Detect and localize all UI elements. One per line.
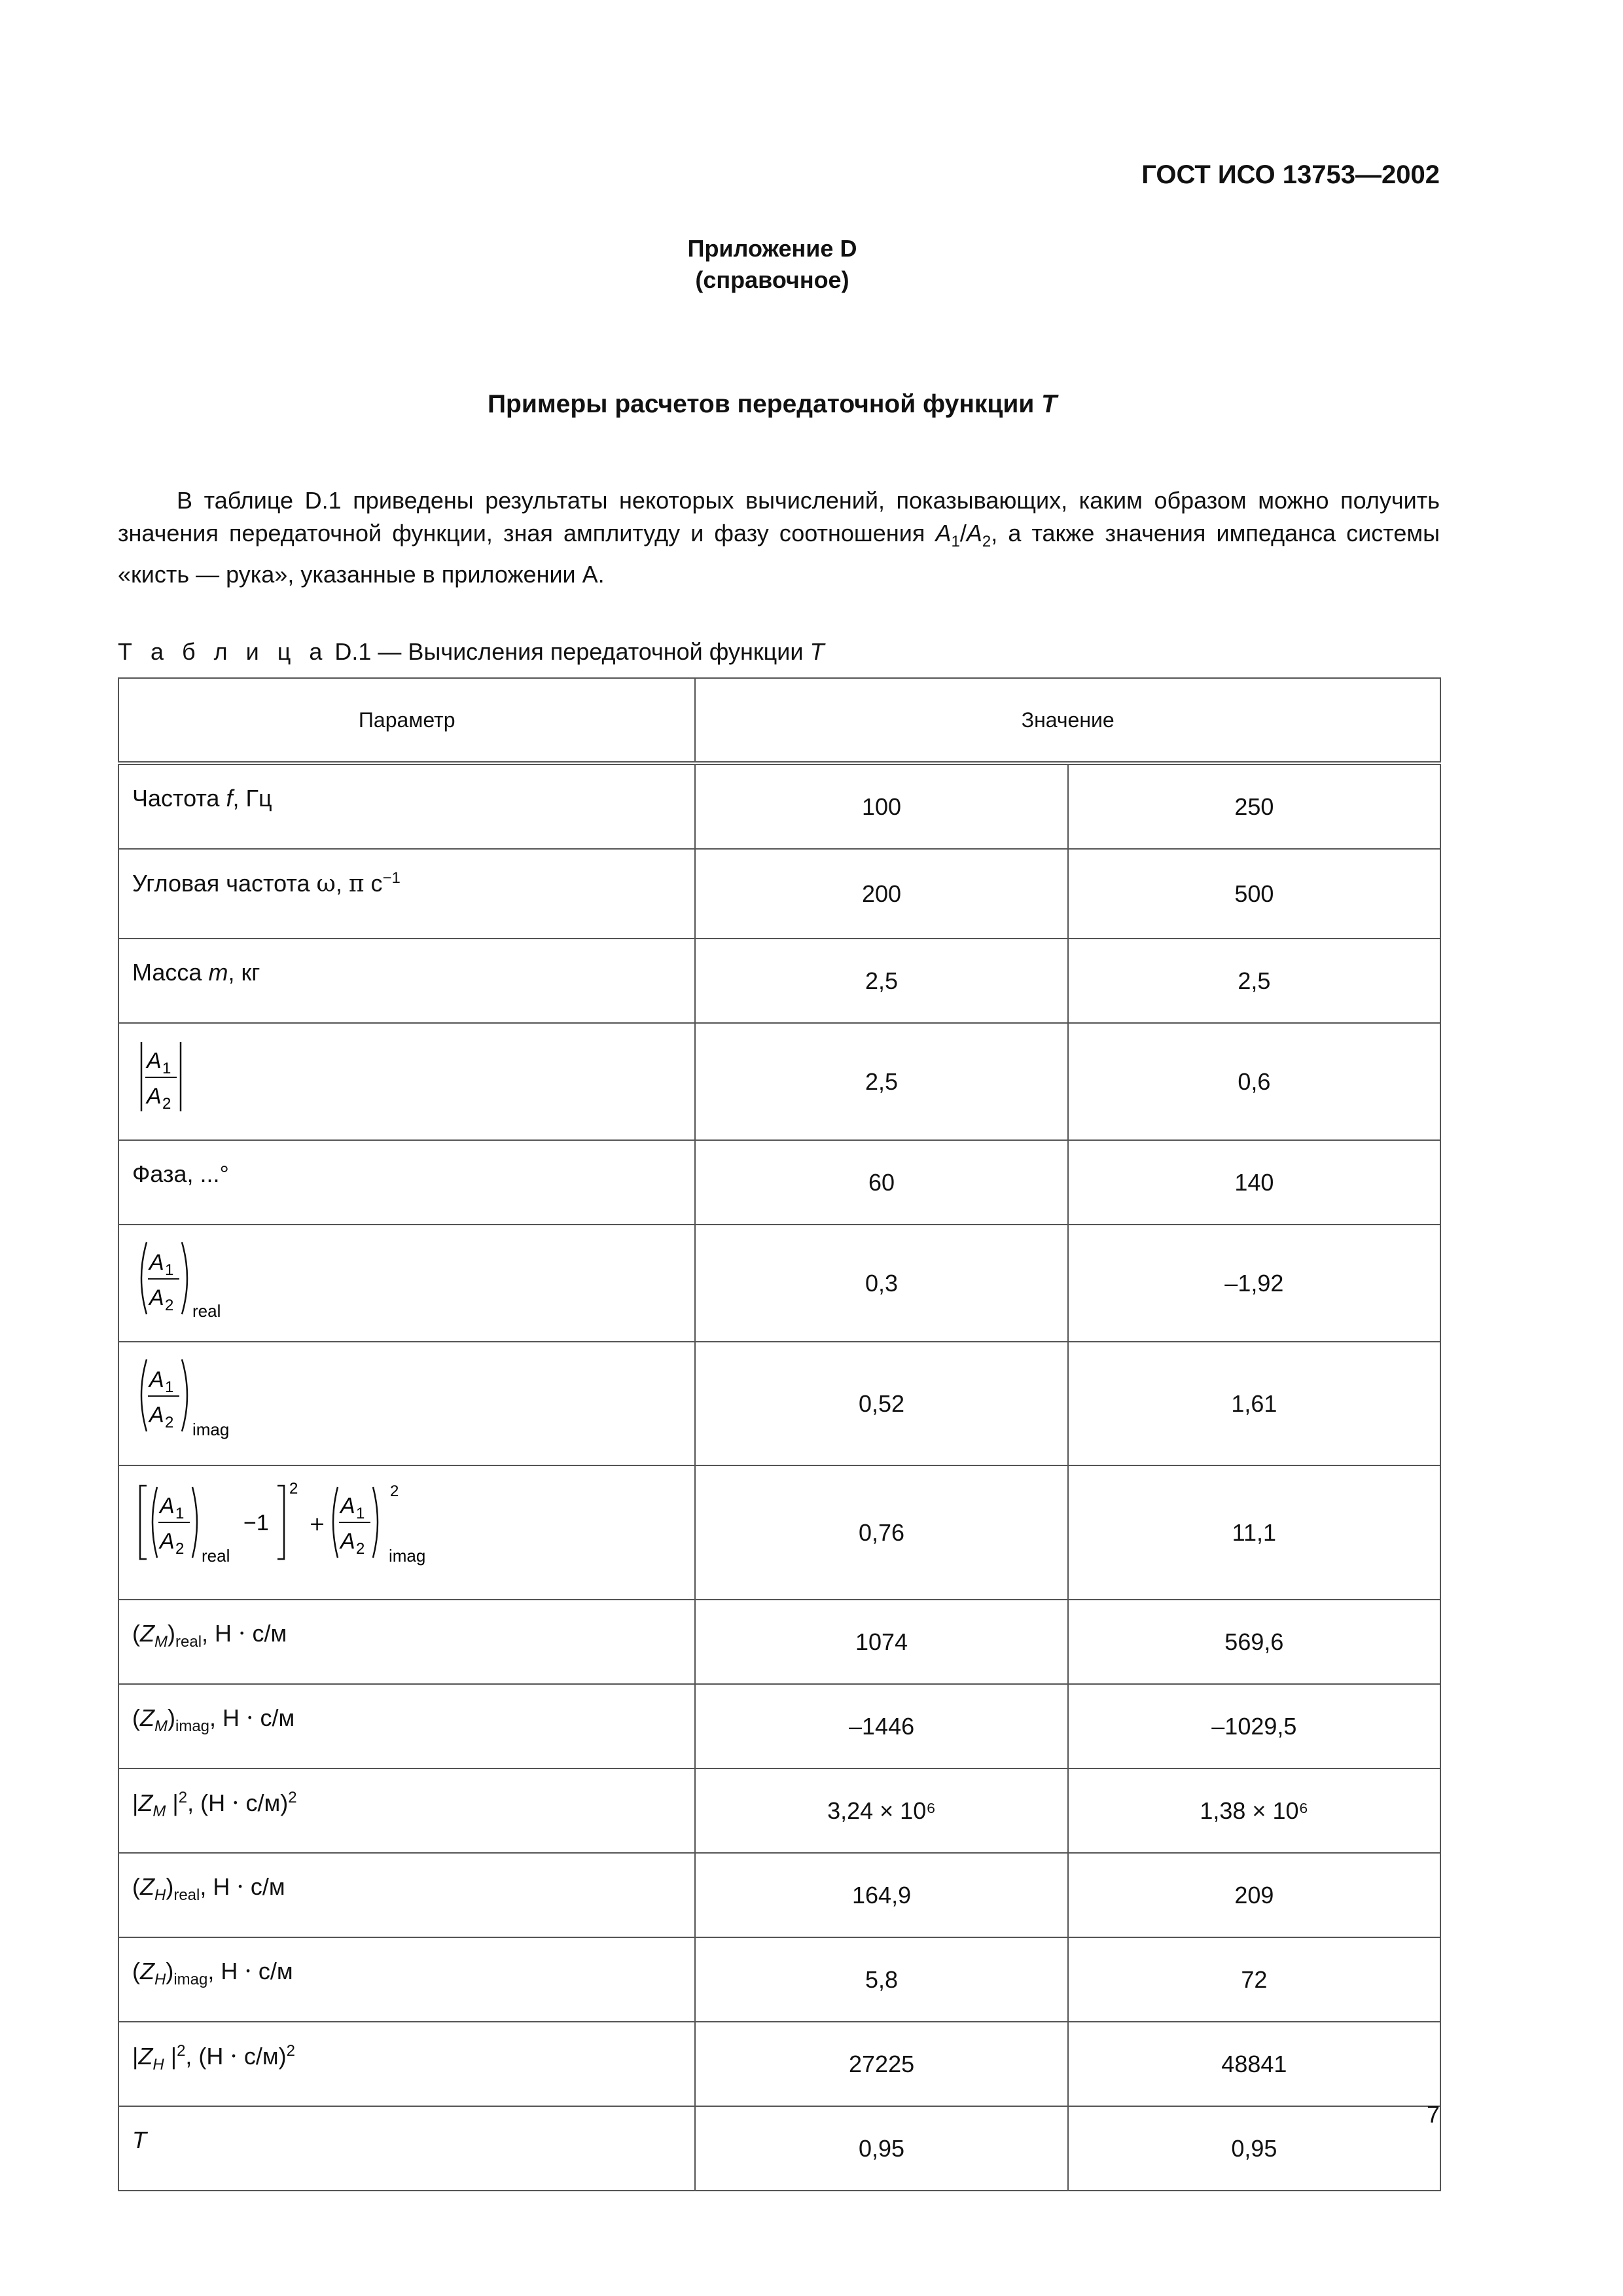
table-row <box>118 1600 1440 1684</box>
svg-text:real: real <box>192 1301 221 1321</box>
value-cell: 27225 <box>695 2022 1067 2106</box>
value-cell: 250 <box>1068 763 1440 849</box>
svg-text:1: 1 <box>175 1505 185 1522</box>
value-cell: 11,1 <box>1068 1465 1440 1600</box>
header-parameter: Параметр <box>118 678 695 763</box>
table-row <box>118 1023 1440 1140</box>
formula-ratio-imag <box>132 1353 250 1444</box>
param-cell: $(Z_H)_{real}$, Н · с/м <box>118 1853 695 1937</box>
value-cell: 72 <box>1068 1937 1440 2022</box>
svg-text:A: A <box>149 1250 164 1275</box>
intro-a1: A <box>935 520 952 547</box>
table-row <box>118 2022 1440 2106</box>
value-cell: 2,5 <box>1068 939 1440 1023</box>
intro-slash: / <box>959 520 967 547</box>
param-cell: Угловая частота ω, π $с^{-1}$ <box>118 849 695 939</box>
svg-text:1: 1 <box>165 1378 174 1396</box>
svg-text:A: A <box>160 1529 175 1554</box>
table-row <box>118 1768 1440 1853</box>
svg-text:A: A <box>149 1403 164 1427</box>
table-row <box>118 849 1440 939</box>
value-cell: 0,76 <box>695 1465 1067 1600</box>
table-row <box>118 2106 1440 2191</box>
svg-text:2: 2 <box>165 1414 174 1431</box>
svg-text:A: A <box>340 1529 355 1554</box>
param-cell: T <box>118 2106 695 2191</box>
table-row <box>118 1140 1440 1225</box>
table-row <box>118 1342 1440 1465</box>
svg-text:A: A <box>160 1494 175 1518</box>
svg-text:real: real <box>202 1546 230 1566</box>
param-cell: Частота f, Гц <box>118 763 695 849</box>
value-cell: 60 <box>695 1140 1067 1225</box>
svg-text:A: A <box>149 1285 164 1310</box>
param-cell: $|Z_H$ $|^2$, $(Н \cdot с/м)^2$ <box>118 2022 695 2106</box>
table-caption <box>118 638 824 666</box>
param-cell: $(Z_H)_{imag}$, Н · с/м <box>118 1937 695 2022</box>
value-cell: 5,8 <box>695 1937 1067 2022</box>
value-cell: 209 <box>1068 1853 1440 1937</box>
svg-text:imag: imag <box>192 1420 230 1439</box>
value-cell: 0,95 <box>695 2106 1067 2191</box>
svg-text:1: 1 <box>165 1261 174 1279</box>
value-cell: 0,52 <box>695 1342 1067 1465</box>
value-cell: 0,95 <box>1068 2106 1440 2191</box>
table-header-row <box>118 678 1440 763</box>
param-cell <box>118 1465 695 1600</box>
value-cell: –1029,5 <box>1068 1684 1440 1768</box>
calculation-table <box>118 677 1441 2191</box>
table-row <box>118 1225 1440 1342</box>
annex-label: Приложение D <box>687 235 857 262</box>
document-code: ГОСТ ИСО 13753—2002 <box>1141 160 1440 189</box>
section-title-text: Примеры расчетов передаточной функции <box>487 390 1042 418</box>
svg-text:A: A <box>147 1049 162 1073</box>
param-cell: $|Z_M$ $|^2$, $(Н \cdot с/м)^2$ <box>118 1768 695 1853</box>
table-row <box>118 1684 1440 1768</box>
value-cell: –1446 <box>695 1684 1067 1768</box>
value-cell: 100 <box>695 763 1067 849</box>
intro-text-2: , а также значения импеданса системы «кисть — рука», указанные в приложении А. <box>118 520 1440 588</box>
value-cell: 200 <box>695 849 1067 939</box>
svg-text:2: 2 <box>175 1540 185 1558</box>
svg-text:−1: −1 <box>243 1511 269 1535</box>
value-cell: 164,9 <box>695 1853 1067 1937</box>
page-number: 7 <box>1426 2101 1440 2128</box>
annex-type: (справочное) <box>695 266 849 293</box>
formula-magnitude-sum <box>132 1477 440 1575</box>
svg-text:2: 2 <box>162 1095 171 1113</box>
param-cell: $(Z_M)_{real}$, Н · с/м <box>118 1600 695 1684</box>
section-title-var: T <box>1041 390 1057 418</box>
table-row <box>118 1465 1440 1600</box>
value-cell: 3,24 × 10⁶ <box>695 1768 1067 1853</box>
intro-text-1: В таблице D.1 приведены результаты некоторых вычислений, показывающих, каким образом можно получить значения передаточной функции, зная амплитуду и фазу соотношения <box>118 487 1440 547</box>
intro-a2: A <box>966 520 982 547</box>
intro-a2-sub: 2 <box>982 533 991 551</box>
svg-text:2: 2 <box>390 1482 399 1500</box>
value-cell: 2,5 <box>695 1023 1067 1140</box>
svg-text:1: 1 <box>162 1060 171 1077</box>
value-cell: 1074 <box>695 1600 1067 1684</box>
svg-text:A: A <box>147 1084 162 1109</box>
intro-paragraph <box>118 484 1440 591</box>
value-cell: 2,5 <box>695 939 1067 1023</box>
svg-text:2: 2 <box>165 1297 174 1314</box>
svg-text:A: A <box>149 1367 164 1392</box>
intro-a1-sub: 1 <box>951 533 960 551</box>
param-cell: $(Z_M)_{imag}$, Н · с/м <box>118 1684 695 1768</box>
table-row <box>118 763 1440 849</box>
value-cell: 140 <box>1068 1140 1440 1225</box>
table-caption-text: D.1 — Вычисления передаточной функции <box>328 638 810 665</box>
param-cell: Фаза, ...° <box>118 1140 695 1225</box>
formula-ratio-real <box>132 1236 250 1324</box>
value-cell: 0,3 <box>695 1225 1067 1342</box>
table-caption-label: Т а б л и ц а <box>118 638 329 665</box>
table-row <box>118 1937 1440 2022</box>
param-cell <box>118 1342 695 1465</box>
param-cell <box>118 1023 695 1140</box>
param-cell <box>118 1225 695 1342</box>
value-cell: 1,38 × 10⁶ <box>1068 1768 1440 1853</box>
svg-text:2: 2 <box>356 1540 365 1558</box>
value-cell: 569,6 <box>1068 1600 1440 1684</box>
svg-text:+: + <box>309 1513 326 1535</box>
svg-text:1: 1 <box>356 1505 365 1522</box>
svg-text:2: 2 <box>289 1480 298 1498</box>
section-title <box>0 390 1544 419</box>
annex-heading <box>0 233 1544 296</box>
table-row <box>118 1853 1440 1937</box>
svg-text:imag: imag <box>389 1546 426 1566</box>
param-cell: Масса m, кг <box>118 939 695 1023</box>
value-cell: 48841 <box>1068 2022 1440 2106</box>
header-value: Значение <box>695 678 1440 763</box>
value-cell: 1,61 <box>1068 1342 1440 1465</box>
value-cell: 500 <box>1068 849 1440 939</box>
svg-text:A: A <box>340 1494 355 1518</box>
formula-abs-ratio <box>132 1034 211 1119</box>
value-cell: –1,92 <box>1068 1225 1440 1342</box>
value-cell: 0,6 <box>1068 1023 1440 1140</box>
table-row <box>118 939 1440 1023</box>
table-caption-var: T <box>810 638 825 665</box>
